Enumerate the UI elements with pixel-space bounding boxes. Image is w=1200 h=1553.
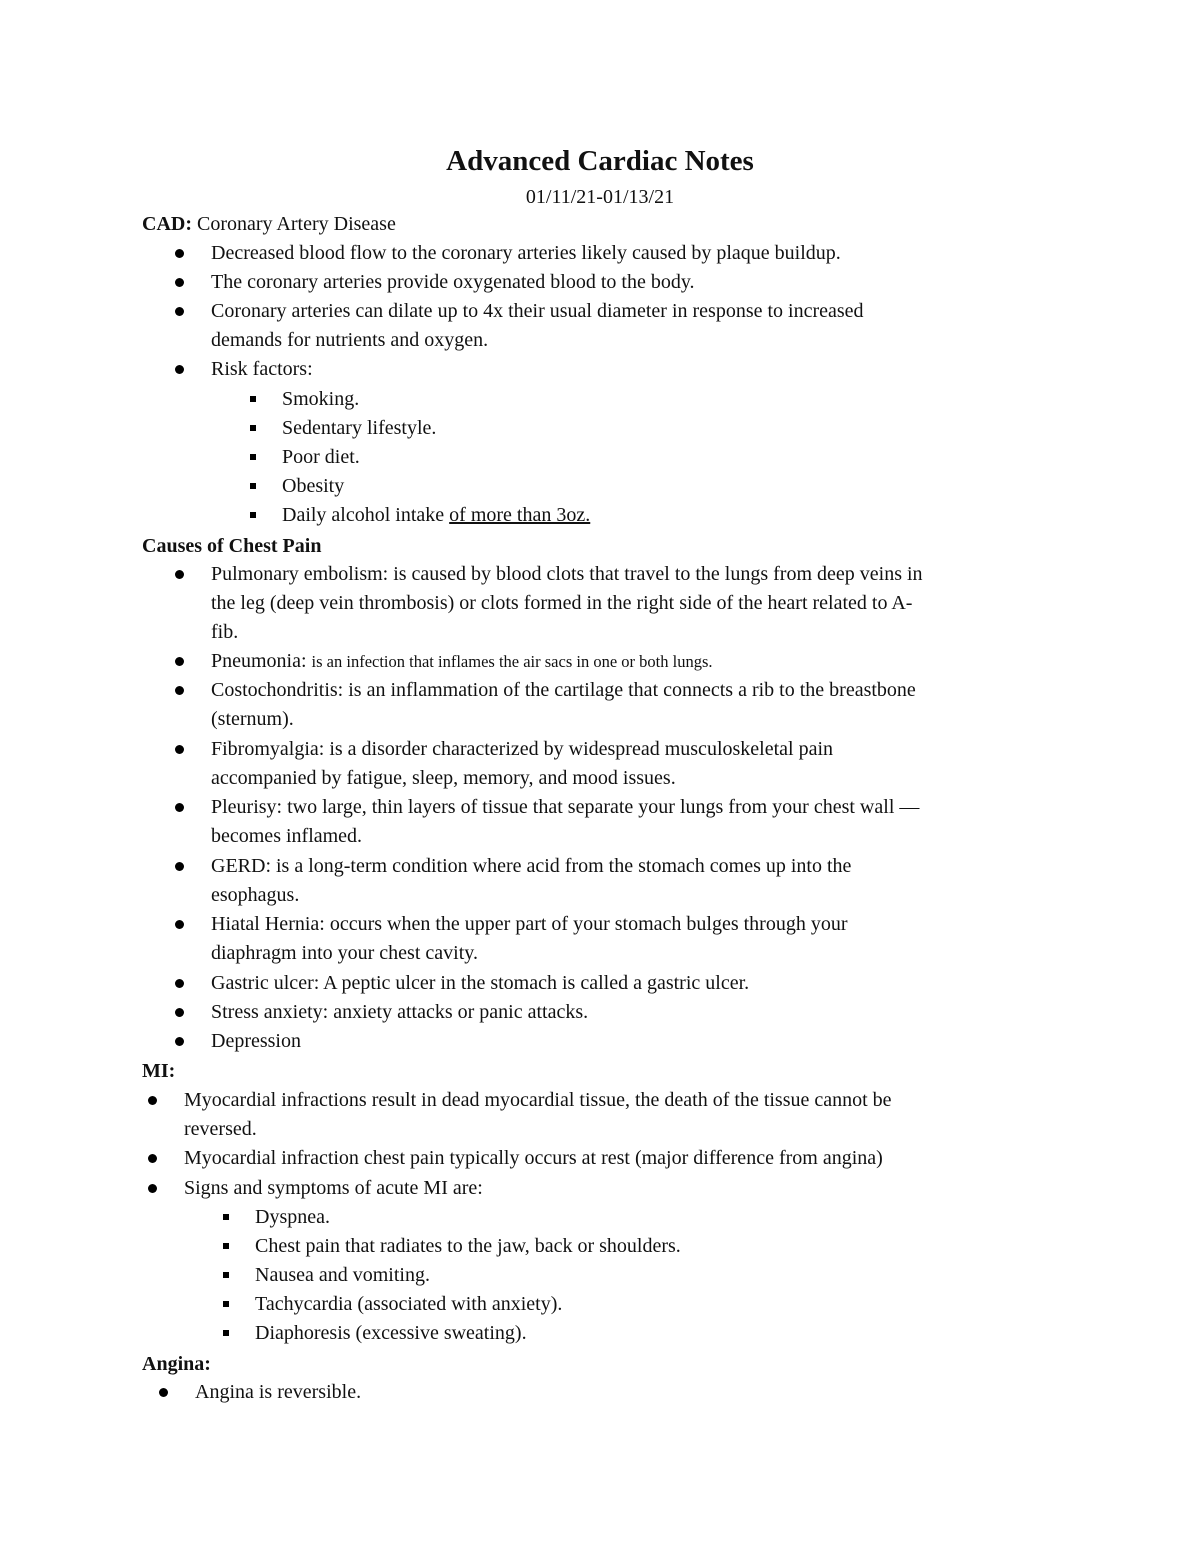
list-item-continuation: the leg (deep vein thrombosis) or clots formed in the right side of the heart related to A- xyxy=(211,592,913,614)
mi-heading xyxy=(142,1058,175,1084)
mi-heading-label: MI: xyxy=(142,1060,176,1082)
symptom-item: Dyspnea. xyxy=(255,1206,330,1228)
square-bullet-icon xyxy=(250,425,256,431)
bullet-icon xyxy=(175,862,184,871)
bullet-icon xyxy=(175,803,184,812)
list-item: Depression xyxy=(211,1030,301,1052)
list-item-continuation: accompanied by fatigue, sleep, memory, and mood issues. xyxy=(211,767,676,789)
square-bullet-icon xyxy=(223,1243,229,1249)
bullet-icon xyxy=(175,979,184,988)
symptom-item: Tachycardia (associated with anxiety). xyxy=(255,1293,563,1315)
list-item: Angina is reversible. xyxy=(195,1381,362,1403)
list-item: Signs and symptoms of acute MI are: xyxy=(184,1177,483,1199)
square-bullet-icon xyxy=(250,396,256,402)
angina-heading-label: Angina: xyxy=(142,1353,211,1375)
list-item: Myocardial infractions result in dead myocardial tissue, the death of the tissue cannot be xyxy=(184,1089,892,1111)
symptom-item: Nausea and vomiting. xyxy=(255,1264,430,1286)
list-item: GERD: is a long-term condition where acid from the stomach comes up into the xyxy=(211,855,852,877)
list-item: Stress anxiety: anxiety attacks or panic attacks. xyxy=(211,1001,589,1023)
risk-factor-item: Smoking. xyxy=(282,388,360,410)
chest-pain-heading xyxy=(142,533,321,559)
bullet-icon xyxy=(175,570,184,579)
square-bullet-icon xyxy=(250,483,256,489)
bullet-icon xyxy=(175,657,184,666)
risk-factor-item: Obesity xyxy=(282,475,345,497)
list-item-continuation: (sternum). xyxy=(211,708,294,730)
symptom-item: Diaphoresis (excessive sweating). xyxy=(255,1322,527,1344)
cad-heading-text: Coronary Artery Disease xyxy=(197,213,396,235)
risk-factor-item xyxy=(282,501,590,530)
bullet-icon xyxy=(148,1096,157,1105)
list-item: The coronary arteries provide oxygenated blood to the body. xyxy=(211,271,695,293)
square-bullet-icon xyxy=(250,454,256,460)
list-item: Risk factors: xyxy=(211,358,313,380)
page-title: Advanced Cardiac Notes xyxy=(446,145,754,177)
list-item: Pulmonary embolism: is caused by blood clots that travel to the lungs from deep veins in xyxy=(211,563,923,585)
bullet-icon xyxy=(175,365,184,374)
list-item: Coronary arteries can dilate up to 4x their usual diameter in response to increased xyxy=(211,300,864,322)
symptom-item: Chest pain that radiates to the jaw, back or shoulders. xyxy=(255,1235,681,1257)
bullet-icon xyxy=(175,1037,184,1046)
risk-factor-item: Sedentary lifestyle. xyxy=(282,417,437,439)
angina-heading xyxy=(142,1351,211,1377)
square-bullet-icon xyxy=(223,1272,229,1278)
risk-factor-text: Daily alcohol intake xyxy=(282,504,450,526)
list-item: Myocardial infraction chest pain typically occurs at rest (major difference from angina) xyxy=(184,1147,883,1169)
bullet-icon xyxy=(175,249,184,258)
bullet-icon xyxy=(175,1008,184,1017)
cad-heading xyxy=(142,211,396,237)
list-item-continuation: fib. xyxy=(211,621,239,643)
list-item: Gastric ulcer: A peptic ulcer in the stomach is called a gastric ulcer. xyxy=(211,972,750,994)
square-bullet-icon xyxy=(223,1330,229,1336)
bullet-icon xyxy=(175,745,184,754)
list-item: Pleurisy: two large, thin layers of tissue that separate your lungs from your chest wall — xyxy=(211,796,920,818)
list-item: Hiatal Hernia: occurs when the upper part of your stomach bulges through your xyxy=(211,913,848,935)
cad-heading-label: CAD: xyxy=(142,213,192,235)
list-item: Fibromyalgia: is a disorder characterized by widespread musculoskeletal pain xyxy=(211,738,834,760)
list-item-continuation: diaphragm into your chest cavity. xyxy=(211,942,478,964)
chest-pain-heading-label: Causes of Chest Pain xyxy=(142,535,322,557)
pneumonia-text: is an infection that inflames the air sacs in one or both lungs. xyxy=(311,652,713,671)
list-item: Costochondritis: is an inflammation of the cartilage that connects a rib to the breastbone xyxy=(211,679,916,701)
bullet-icon xyxy=(175,278,184,287)
square-bullet-icon xyxy=(223,1214,229,1220)
risk-factor-underlined: of more than 3oz. xyxy=(449,504,591,526)
bullet-icon xyxy=(175,686,184,695)
list-item xyxy=(211,647,713,676)
list-item-continuation: demands for nutrients and oxygen. xyxy=(211,329,489,351)
bullet-icon xyxy=(148,1184,157,1193)
pneumonia-label: Pneumonia: xyxy=(211,650,312,672)
bullet-icon xyxy=(159,1388,168,1397)
risk-factor-item: Poor diet. xyxy=(282,446,360,468)
list-item: Decreased blood flow to the coronary arteries likely caused by plaque buildup. xyxy=(211,242,841,264)
date-range: 01/11/21-01/13/21 xyxy=(525,186,675,208)
list-item-continuation: esophagus. xyxy=(211,884,300,906)
square-bullet-icon xyxy=(250,512,256,518)
list-item-continuation: reversed. xyxy=(184,1118,257,1140)
bullet-icon xyxy=(175,307,184,316)
bullet-icon xyxy=(148,1154,157,1163)
bullet-icon xyxy=(175,920,184,929)
square-bullet-icon xyxy=(223,1301,229,1307)
list-item-continuation: becomes inflamed. xyxy=(211,825,363,847)
